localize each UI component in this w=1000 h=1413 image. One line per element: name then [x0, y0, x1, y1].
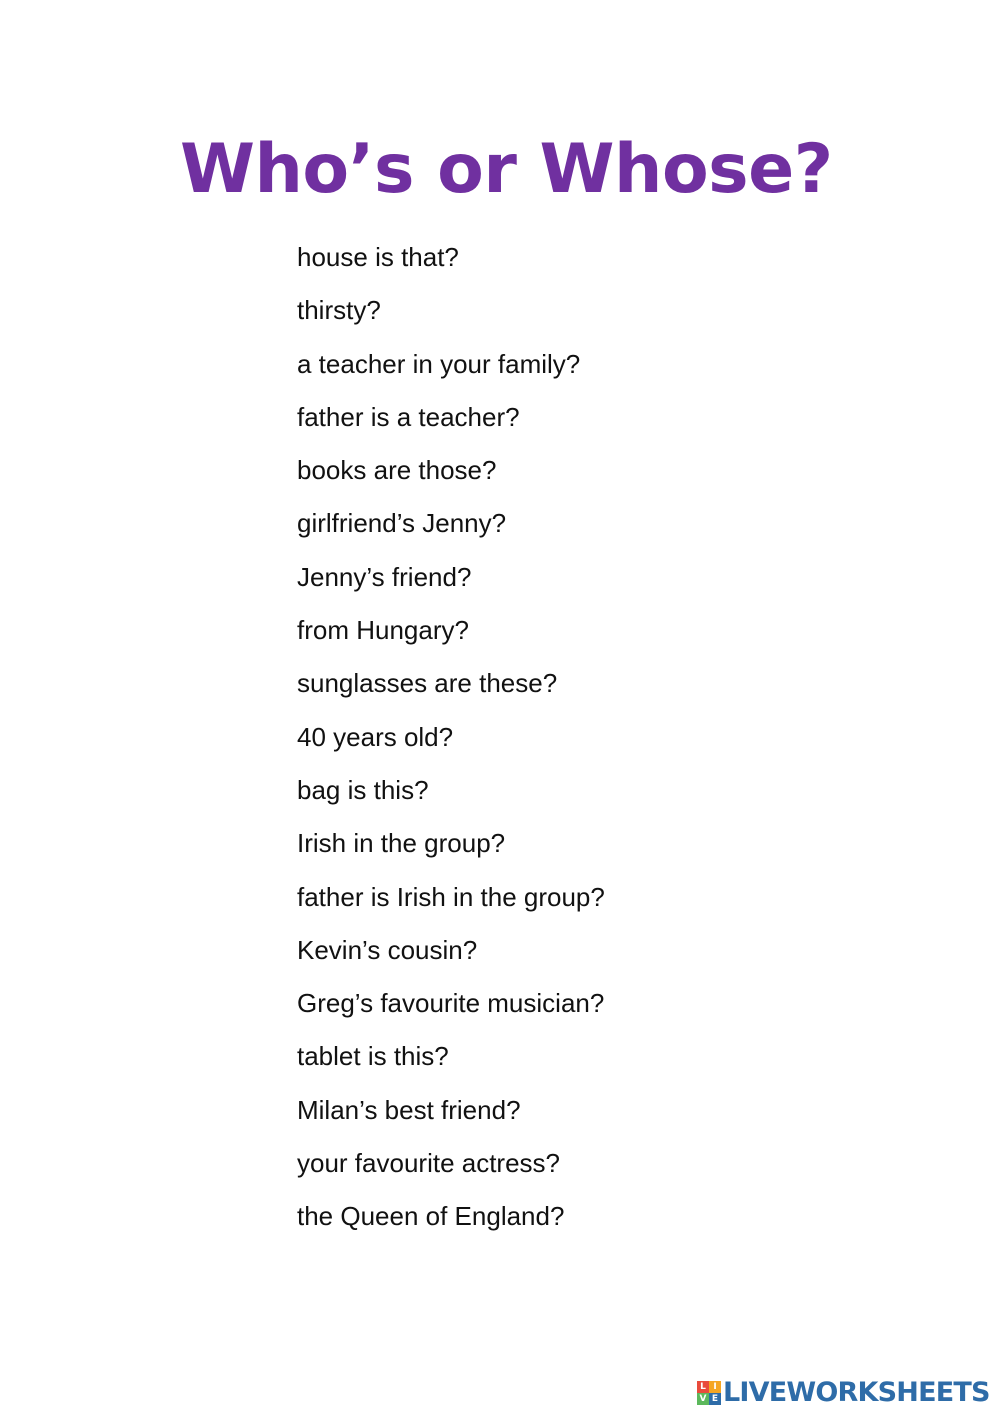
question-item: a teacher in your family? — [297, 348, 581, 379]
logo-text: LIVEWORKSHEETS — [723, 1377, 990, 1408]
question-item: your favourite actress? — [297, 1148, 561, 1179]
question-item: Milan’s best friend? — [297, 1094, 521, 1125]
question-item: thirsty? — [297, 295, 381, 326]
question-item: Jenny’s friend? — [297, 561, 472, 592]
question-item: girlfriend’s Jenny? — [297, 508, 507, 539]
question-item: from Hungary? — [297, 615, 469, 646]
question-item: father is Irish in the group? — [297, 881, 605, 912]
liveworksheets-logo-icon — [697, 1381, 721, 1405]
question-list — [297, 236, 605, 1249]
question-item: bag is this? — [297, 774, 429, 805]
page-title: Who’s or Whose? — [180, 130, 833, 209]
question-item: 40 years old? — [297, 721, 454, 752]
question-item: father is a teacher? — [297, 401, 520, 432]
liveworksheets-logo — [697, 1377, 990, 1409]
logo-mark-tile: L — [697, 1381, 709, 1393]
logo-mark-tile: I — [709, 1381, 721, 1393]
question-item: books are those? — [297, 455, 497, 486]
question-item: house is that? — [297, 242, 459, 272]
question-item: Irish in the group? — [297, 828, 506, 859]
question-item: Greg’s favourite musician? — [297, 988, 605, 1019]
logo-mark-tile: V — [697, 1393, 709, 1405]
question-item: tablet is this? — [297, 1041, 449, 1072]
question-item: the Queen of England? — [297, 1201, 565, 1232]
question-item: Kevin’s cousin? — [297, 934, 478, 965]
question-item: sunglasses are these? — [297, 668, 558, 699]
logo-mark-tile: E — [709, 1393, 721, 1405]
